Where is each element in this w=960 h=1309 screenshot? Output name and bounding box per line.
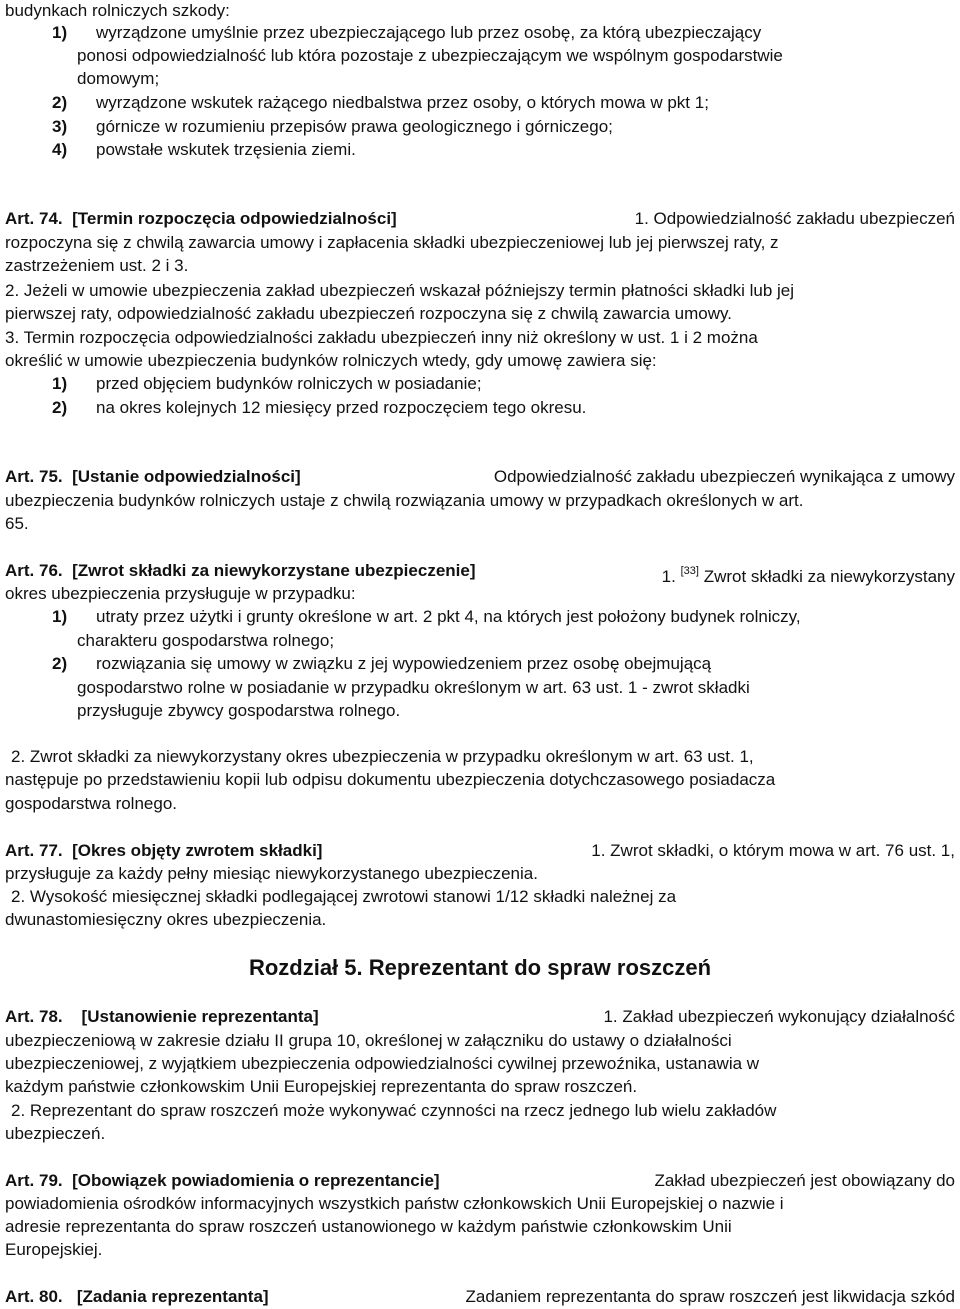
- article-heading: Art. 78. [Ustanowienie reprezentanta] 1. Zakład ubezpieczeń wykonujący działalność: [5, 1007, 955, 1026]
- text-line: powiadomienia ośrodków informacyjnych wszystkich państw członkowskich Unii Europejskiej o nazwie i: [5, 1194, 784, 1213]
- text-line: Europejskiej.: [5, 1240, 103, 1259]
- list-item: 2) wyrządzone wskutek rażącego niedbalstwa przez osoby, o których mowa w pkt 1;: [52, 93, 709, 112]
- text-line: charakteru gospodarstwa rolnego;: [77, 631, 335, 650]
- text-line: 3. Termin rozpoczęcia odpowiedzialności zakładu ubezpieczeń inny niż określony w ust. 1 i 2 można: [5, 328, 758, 347]
- text-line: dwunastomiesięczny okres ubezpieczenia.: [5, 910, 327, 929]
- text-line: budynkach rolniczych szkody:: [5, 1, 230, 20]
- text-line: ponosi odpowiedzialność lub która pozostaje z ubezpieczającym we wspólnym gospodarstwie: [77, 46, 783, 65]
- text-line: ubezpieczeniowej, z wyjątkiem ubezpieczenia odpowiedzialności cywilnej przewoźnika, ustanawia w: [5, 1054, 760, 1073]
- text-line: ubezpieczeń.: [5, 1124, 106, 1143]
- text-line: przysługuje zbywcy gospodarstwa rolnego.: [77, 701, 401, 720]
- text-line: ubezpieczeniową w zakresie działu II grupa 10, określonej w załączniku do ustawy o działalności: [5, 1031, 732, 1050]
- article-heading: Art. 80. [Zadania reprezentanta] Zadaniem reprezentanta do spraw roszczeń jest likwidacja szkód: [5, 1287, 955, 1306]
- list-item: 3) górnicze w rozumieniu przepisów prawa geologicznego i górniczego;: [52, 117, 613, 136]
- text-line: zastrzeżeniem ust. 2 i 3.: [5, 256, 189, 275]
- article-heading: Art. 76. [Zwrot składki za niewykorzystane ubezpieczenie] 1. [33] Zwrot składki za niewykorzystany: [5, 561, 955, 586]
- list-item: 1) utraty przez użytki i grunty określone w art. 2 pkt 4, na których jest położony budynek rolniczy,: [52, 607, 801, 626]
- text-line: rozpoczyna się z chwilą zawarcia umowy i zapłacenia składki ubezpieczeniowej lub jej pierwszej raty, z: [5, 233, 779, 252]
- article-heading: Art. 75. [Ustanie odpowiedzialności] Odpowiedzialność zakładu ubezpieczeń wynikająca z umowy: [5, 467, 955, 486]
- text-line: ubezpieczenia budynków rolniczych ustaje z chwilą rozwiązania umowy w przypadkach określonych w art.: [5, 491, 804, 510]
- text-line: 2. Reprezentant do spraw roszczeń może wykonywać czynności na rzecz jednego lub wielu zakładów: [11, 1101, 777, 1120]
- article-heading: Art. 74. [Termin rozpoczęcia odpowiedzialności] 1. Odpowiedzialność zakładu ubezpieczeń: [5, 209, 955, 228]
- list-item: 4) powstałe wskutek trzęsienia ziemi.: [52, 140, 356, 159]
- list-item: 2) rozwiązania się umowy w związku z jej wypowiedzeniem przez osobę obejmującą: [52, 654, 712, 673]
- article-heading: Art. 79. [Obowiązek powiadomienia o reprezentancie] Zakład ubezpieczeń jest obowiązany do: [5, 1171, 955, 1190]
- chapter-heading: Rozdział 5. Reprezentant do spraw roszczeń: [248, 955, 712, 980]
- text-line: każdym państwie członkowskim Unii Europejskiej reprezentanta do spraw roszczeń.: [5, 1077, 638, 1096]
- text-line: okres ubezpieczenia przysługuje w przypadku:: [5, 584, 356, 603]
- text-line: adresie reprezentanta do spraw roszczeń ustanowionego w każdym państwie członkowskim Unii: [5, 1217, 732, 1236]
- text-line: gospodarstwo rolne w posiadanie w przypadku określonym w art. 63 ust. 1 - zwrot składki: [77, 678, 750, 697]
- text-line: 2. Wysokość miesięcznej składki podlegającej zwrotowi stanowi 1/12 składki należnej za: [11, 887, 677, 906]
- text-line: pierwszej raty, odpowiedzialność zakładu ubezpieczeń rozpoczyna się z chwilą zawarcia umowy.: [5, 304, 732, 323]
- text-line: określić w umowie ubezpieczenia budynków rolniczych wtedy, gdy umowę zawiera się:: [5, 351, 657, 370]
- text-line: gospodarstwa rolnego.: [5, 794, 178, 813]
- list-item: 2) na okres kolejnych 12 miesięcy przed rozpoczęciem tego okresu.: [52, 398, 587, 417]
- list-item: 1) wyrządzone umyślnie przez ubezpieczającego lub przez osobę, za którą ubezpieczający: [52, 23, 762, 42]
- text-line: 65.: [5, 514, 29, 533]
- list-item: 1) przed objęciem budynków rolniczych w posiadanie;: [52, 374, 482, 393]
- text-line: przysługuje za każdy pełny miesiąc niewykorzystanego ubezpieczenia.: [5, 864, 538, 883]
- text-line: 2. Jeżeli w umowie ubezpieczenia zakład ubezpieczeń wskazał późniejszy termin płatności składki lub jej: [5, 281, 795, 300]
- text-line: domowym;: [77, 69, 160, 88]
- text-line: 2. Zwrot składki za niewykorzystany okres ubezpieczenia w przypadku określonym w art. 63 ust. 1,: [11, 747, 754, 766]
- text-line: następuje po przedstawieniu kopii lub odpisu dokumentu ubezpieczenia dotychczasowego posiadacza: [5, 770, 776, 789]
- article-heading: Art. 77. [Okres objęty zwrotem składki] 1. Zwrot składki, o którym mowa w art. 76 ust. 1,: [5, 841, 955, 860]
